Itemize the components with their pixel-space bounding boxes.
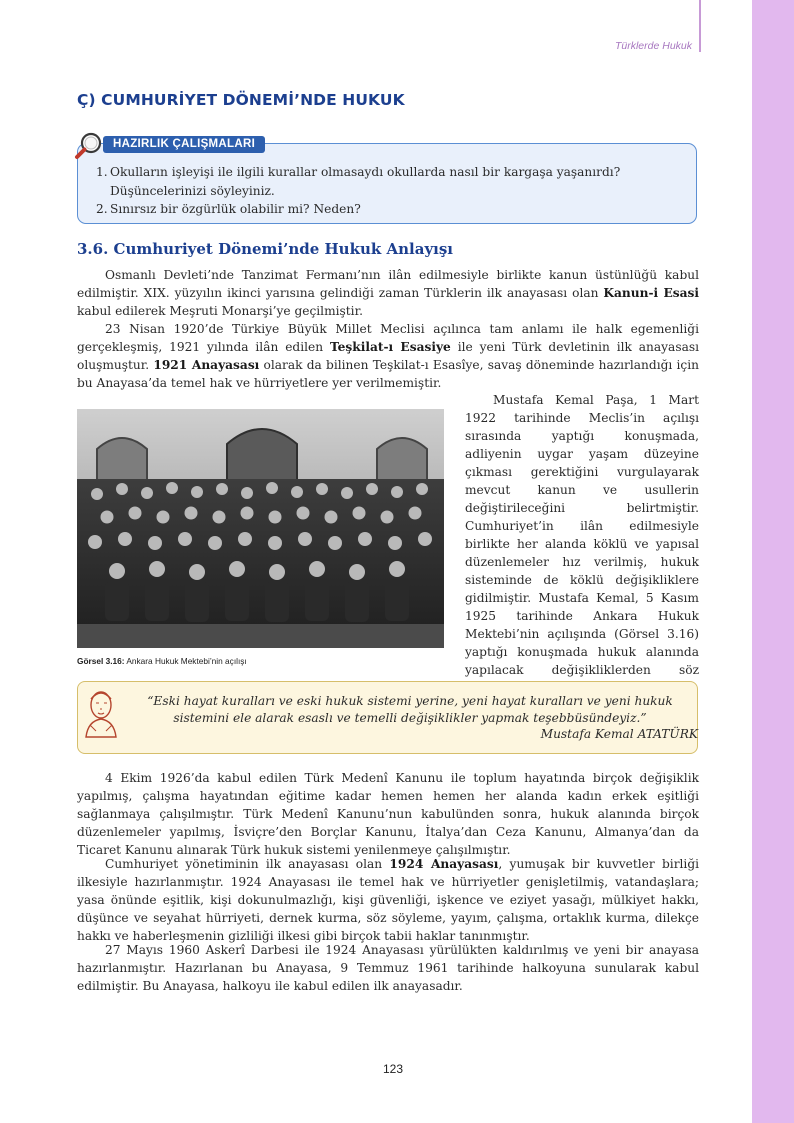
figure-caption: [77, 656, 247, 666]
caption-label: Görsel 3.16:: [77, 656, 125, 666]
quote-text: “Eski hayat kuralları ve eski hukuk sistemi yerine, yeni hayat kuralları ve yeni hukuk sistemini ele alarak esaslı ve temelli değişiklikler yapmak teşebbüsündeyiz.”: [147, 694, 673, 725]
section-title: Ç) CUMHURİYET DÖNEMİ’NDE HUKUK: [77, 91, 405, 109]
paragraph-4: Cumhuriyet yönetiminin ilk anayasası olan 1924 Anayasası, yumuşak bir kuvvetler birliği ilkesiyle hazırlanmıştır. 1924 Anayasası ile temel hak ve hürriyetler genişletilmiş, vatandaşlara; yasa önünde eşitlik, kişi dokunulmazlığı, kişi güvenliği, işkence ve eziyet yasağı, mülkiyet hakkı, düşünce ve seyahat hürriyeti, dernek kurma, söz söyleme, yayım, çalışma, ortaklık kurma, dilekçe hakkı ve haberleşmenin gizliliği ilkesi gibi birçok tabii haklar tanınmıştır.: [77, 857, 700, 943]
paragraph-2: 23 Nisan 1920’de Türkiye Büyük Millet Meclisi açılınca tam anlamı ile halk egemenliği gerçekleşmiş, 1921 yılında ilân edilen Teşkilat-ı Esasiye ile yeni Türk devletinin ilk anayasası oluşmuştur. 1921 Anayasası olarak da bilinen Teşkilat-ı Esasîye, savaş döneminde hazırlandığı için bu Anayasa’da temel hak ve hürriyetlere yer verilmemiştir.: [77, 322, 699, 390]
header-rule: [699, 0, 701, 52]
bold-term: Teşkilat-ı Esasiye: [329, 340, 451, 354]
list-item: [96, 163, 688, 200]
paragraph-5: 27 Mayıs 1960 Askerî Darbesi ile 1924 Anayasası yürülükten kaldırılmış ve yeni bir anayasa hazırlanmıştır. Hazırlanan bu Anayasa, 9 Temmuz 1961 tarihinde halkoyuna sunularak kabul edilmiştir. Bu Anayasa, halkoyu ile kabul edilen ilk anayasadır.: [77, 943, 699, 993]
magnifier-icon: [74, 131, 104, 161]
item-number: 1.: [96, 165, 108, 179]
item-text: Okulların işleyişi ile ilgili kurallar olmasaydı okullarda nasıl bir kargaşa yaşanırdı? Düşüncelerinizi söyleyiniz.: [110, 165, 621, 198]
bold-term: 1924 Anayasası: [389, 857, 499, 871]
historical-photo: [77, 409, 444, 648]
subsection-title: 3.6. Cumhuriyet Dönemi’nde Hukuk Anlayışı: [77, 240, 454, 258]
preparation-list: [96, 163, 688, 219]
item-number: 2.: [96, 202, 108, 216]
side-column-paragraph: Mustafa Kemal Paşa, 1 Mart 1922 tarihinde Meclis’in açılışı sırasında yaptığı konuşmada, adliyenin uygar yaşam düzeyine çıkması gerektiğini vurgulayarak mevcut kanun ve usullerin değiştirileceğini belirtmiştir. Cumhuriyet’in ilân edilmesiyle birlikte her alanda köklü ve yapısal düzenlemeler hız verilmiş, hukuk sisteminde de köklü değişikliklere gidilmiştir. Mustafa Kemal, 5 Kasım 1925 tarihinde Ankara Hukuk Mektebi’nin açılışında (Görsel 3.16) yaptığı konuşmada hukuk alanında yapılacak değişikliklerden söz: [465, 393, 699, 677]
side-color-strip: [752, 0, 794, 1123]
preparation-tab: HAZIRLIK ÇALIŞMALARI: [103, 136, 265, 153]
ataturk-portrait: [78, 683, 124, 739]
paragraph-1: Osmanlı Devleti’nde Tanzimat Fermanı’nın ilân edilmesiyle birlikte kanun üstünlüğü kabul edilmiştir. XIX. yüzyılın ikinci yarısına gelindiği zaman Türklerin ilk anayasası olan Kanun-i Esasi kabul edilerek Meşruti Monarşi’ye geçilmiştir.: [77, 268, 699, 318]
quote-author: Mustafa Kemal ATATÜRK: [540, 727, 698, 741]
running-header: Türklerde Hukuk: [614, 40, 692, 52]
bold-term: Kanun-i Esasi: [603, 286, 699, 300]
list-item: [96, 200, 688, 219]
page-number: 123: [383, 1062, 404, 1076]
paragraph-3: 4 Ekim 1926’da kabul edilen Türk Medenî Kanunu ile toplum hayatında birçok değişiklik yapılmış, çalışma hayatından eğitime kadar hemen hemen her alanda kadın erkek eşitliği sağlanmaya çalışılmıştır. Türk Medenî Kanunu’nun kabulünden sonra, hukuk alanında birçok düzenlemeler yapılmış, İsviçre’den Borçlar Kanunu, İtalya’dan Ceza Kanunu, Almanya’dan da Ticaret Kanunu alınarak Türk hukuk sistemi yenilenmeye çalışılmıştır.: [77, 771, 699, 857]
caption-text: Ankara Hukuk Mektebi’nin açılışı: [124, 656, 247, 666]
item-text: Sınırsız bir özgürlük olabilir mi? Neden?: [110, 202, 361, 216]
bold-term: 1921 Anayasası: [153, 358, 260, 372]
